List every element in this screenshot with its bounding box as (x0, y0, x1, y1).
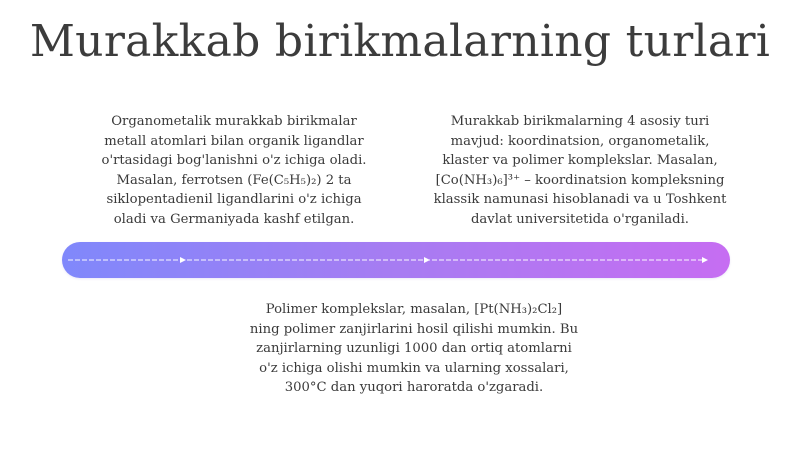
text-block-polymer: Polimer komplekslar, masalan, [Pt(NH₃)₂Cl₂] ning polimer zanjirlarini hosil qilishi mumkin. Bu zanjirlarning uzunligi 1000 dan ortiq atomlarni o'z ichiga olishi mumkin va ularning xossalari, 300°C dan yuqori haroratda o'zgaradi. (249, 302, 579, 395)
slide-title: Murakkab birikmalarning turlari (29, 16, 771, 67)
timeline-bar (62, 242, 730, 278)
timeline-arrows (62, 242, 730, 278)
arrow-head-2-icon (424, 257, 430, 263)
text-block-organometallic: Organometalik murakkab birikmalar metall atomlari bilan organik ligandlar o'rtasidagi bog'lanishni o'z ichiga oladi. Masalan, ferrotsen (Fe(C₅H₅)₂) 2 ta siklopentadienil ligandlarini o'z ichiga oladi va Germaniyada kashf etilgan. (101, 114, 367, 227)
text-block-types: Murakkab birikmalarning 4 asosiy turi mavjud: koordinatsion, organometalik, klaster va polimer komplekslar. Masalan, [Co(NH₃)₆]³⁺ – koordinatsion kompleksning klassik namunasi hisoblanadi va u Toshkent davlat universitetida o'rganiladi. (433, 114, 727, 227)
arrow-head-1-icon (180, 257, 186, 263)
arrow-head-3-icon (702, 257, 708, 263)
